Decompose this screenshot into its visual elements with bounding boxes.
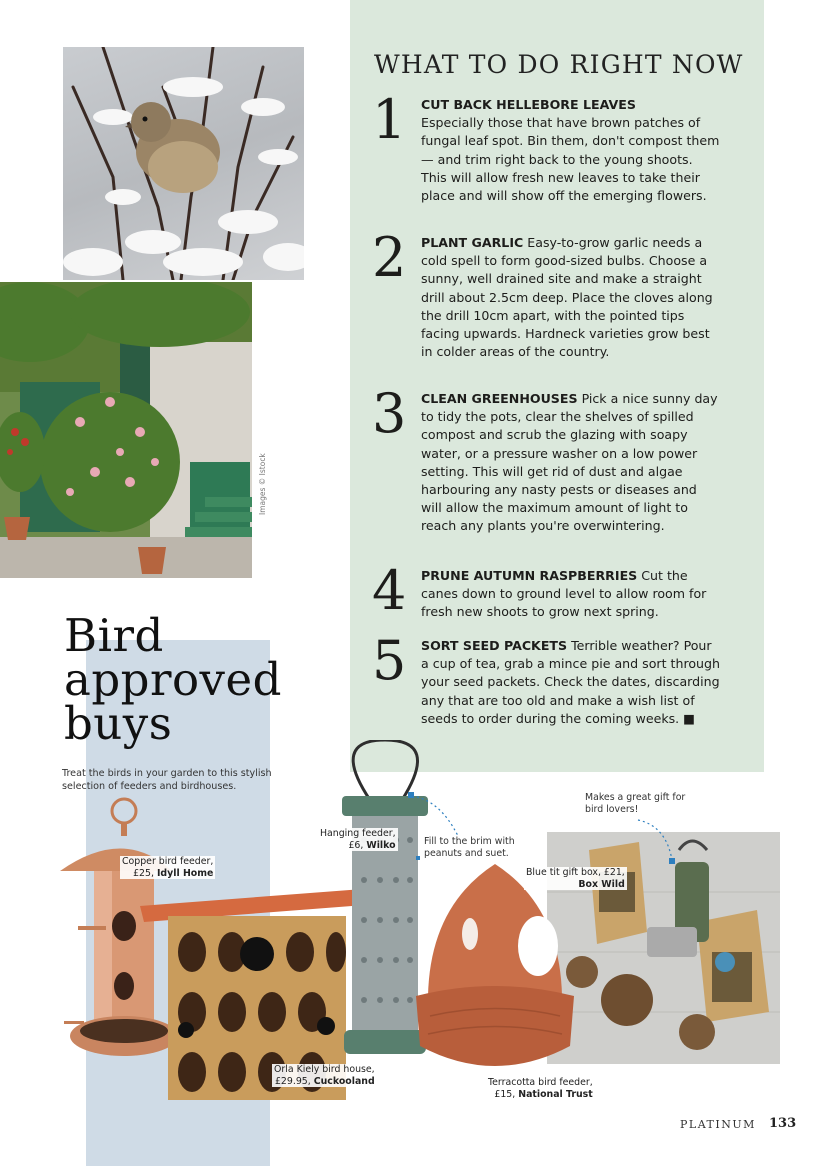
hanging-feeder-label [318,828,398,851]
tip-number: 1 [372,88,407,151]
copper-feeder-label [120,856,215,879]
orla-kiely-label [272,1064,377,1087]
gift-note: Makes a great gift for bird lovers! [585,792,686,815]
product-price: £29.95, [274,1075,311,1087]
hanging-feeder-note: Fill to the brim with peanuts and suet. [424,836,515,859]
product-brand: Idyll Home [156,867,214,879]
tip-heading: PRUNE AUTUMN RASPBERRIES [421,568,638,583]
buys-title-line: approved [64,653,282,706]
tip-number: 3 [372,382,407,445]
dotted-connectors [400,790,700,870]
terracotta-feeder-label [486,1077,595,1100]
product-price: £6, [348,839,364,851]
magazine-brand: PLATINUM [680,1118,756,1131]
bird-in-snow-photo [63,47,304,280]
product-name: Blue tit gift box, £21, [526,867,625,878]
product-brand: Box Wild [578,878,625,890]
blue-tit-label [524,867,627,890]
product-brand: National Trust [518,1088,593,1100]
tip-number: 5 [372,629,407,692]
tip-text: Cut the canes down to ground level to allow room for fresh new shoots to grow next spring. [421,568,707,620]
tip-text: Especially those that have brown patches of fungal leaf spot. Bin them, don't compost them — and trim right back to the young shoots. This will allow fresh new leaves to take their place and will show off the emerging flowers. [421,115,720,204]
tip-heading: SORT SEED PACKETS [421,638,568,653]
product-brand: Cuckooland [313,1075,375,1087]
tip-number: 4 [372,559,407,622]
tip-text: Terrible weather? Pour a cup of tea, grab a mince pie and sort through your seed packets. Check the dates, discarding any that are too old and make a wish list of seeds to order during the coming weeks. ■ [421,638,721,726]
tip-heading: PLANT GARLIC [421,235,524,250]
buys-title [64,609,282,750]
product-name: Copper bird feeder, [122,856,214,867]
page-number: 133 [769,1116,797,1131]
photo-credit: Images © Istock [258,453,267,515]
product-name: Orla Kiely bird house, [274,1064,375,1075]
section-title: WHAT TO DO RIGHT NOW [374,50,744,79]
tip-heading: CUT BACK HELLEBORE LEAVES [421,97,636,112]
tip-text: Pick a nice sunny day to tidy the pots, clear the shelves of spilled compost and scrub the glazing with soapy water, or a pressure washer on a low power setting. This will get rid of dust and algae harbouring any nasty pests or diseases and will allow the maximum amount of light to reach any plants you're overwintering. [421,391,718,534]
product-price: £15, [494,1088,516,1100]
product-price: £25, [133,867,154,879]
buys-intro: Treat the birds in your garden to this stylish selection of feeders and birdhouses. [62,768,272,792]
product-brand: Wilko [366,839,396,851]
product-name: Terracotta bird feeder, [488,1077,593,1088]
tip-number: 2 [372,226,407,289]
product-name: Hanging feeder, [320,828,396,839]
buys-title-line: buys [64,697,173,750]
green-cottage-door-photo [0,282,252,578]
tip-heading: CLEAN GREENHOUSES [421,391,578,406]
buys-title-line: Bird [64,609,164,662]
tip-text: Easy-to-grow garlic needs a cold spell to form good-sized bulbs. Choose a sunny, well drained site and make a straight drill about 2.5cm deep. Place the cloves along the drill 10cm apart, with the pointed tips facing upwards. Hardneck varieties grow best in colder areas of the country. [421,235,713,360]
